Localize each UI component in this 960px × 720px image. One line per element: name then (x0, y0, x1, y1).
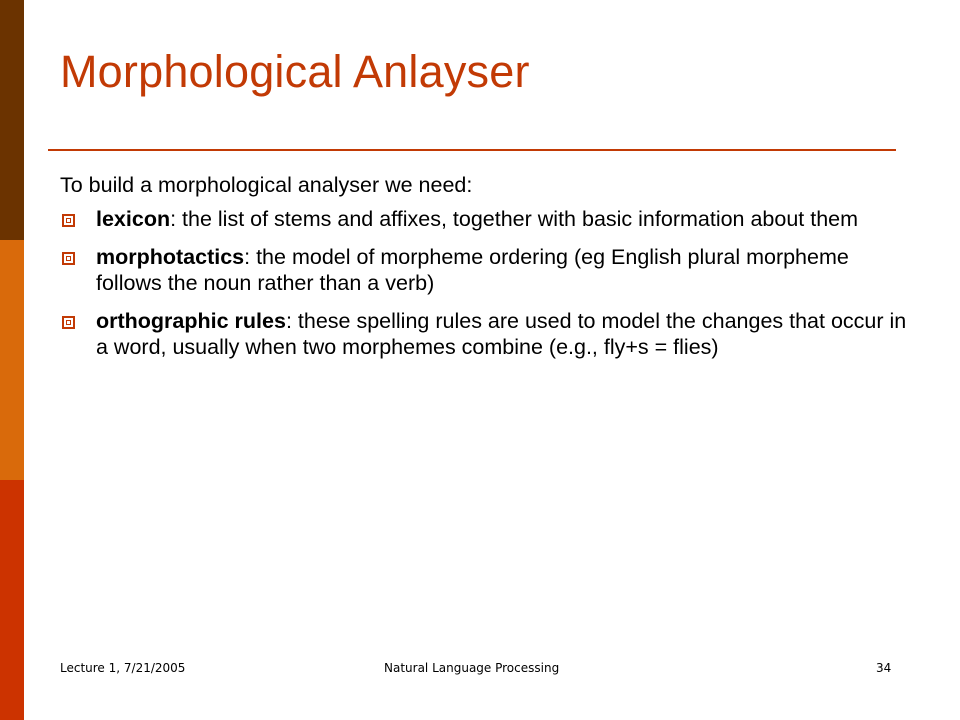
footer-course-title: Natural Language Processing (384, 661, 560, 675)
square-bullet-icon (62, 214, 75, 227)
slide-title: Morphological Anlayser (60, 46, 530, 97)
footer-lecture-date: Lecture 1, 7/21/2005 (60, 661, 186, 675)
square-bullet-icon (62, 316, 75, 329)
bullet-term: orthographic rules (96, 309, 286, 333)
intro-text: To build a morphological analyser we need: (60, 173, 473, 197)
decorative-bar-middle (0, 240, 24, 480)
bullet-term: morphotactics (96, 245, 245, 269)
square-bullet-icon (62, 252, 75, 265)
title-divider (48, 149, 896, 151)
bullet-text: : these spelling rules are used to model the changes that occur in a word, usually when two morphemes combine (e.g., fly+s = flies) (96, 309, 907, 359)
bullet-item-orthographic-rules (60, 308, 910, 360)
bullet-term: lexicon (96, 207, 171, 231)
footer-page-number: 34 (876, 661, 892, 675)
bullet-item-lexicon (60, 206, 910, 232)
decorative-bar-bottom (0, 480, 24, 720)
bullet-text: : the model of morpheme ordering (eg English plural morpheme follows the noun rather than a verb) (96, 245, 849, 295)
decorative-bar-top (0, 0, 24, 240)
bullet-list (60, 206, 910, 360)
bullet-item-morphotactics (60, 244, 910, 296)
bullet-text: : the list of stems and affixes, together with basic information about them (170, 207, 859, 231)
slide-body (60, 172, 910, 372)
